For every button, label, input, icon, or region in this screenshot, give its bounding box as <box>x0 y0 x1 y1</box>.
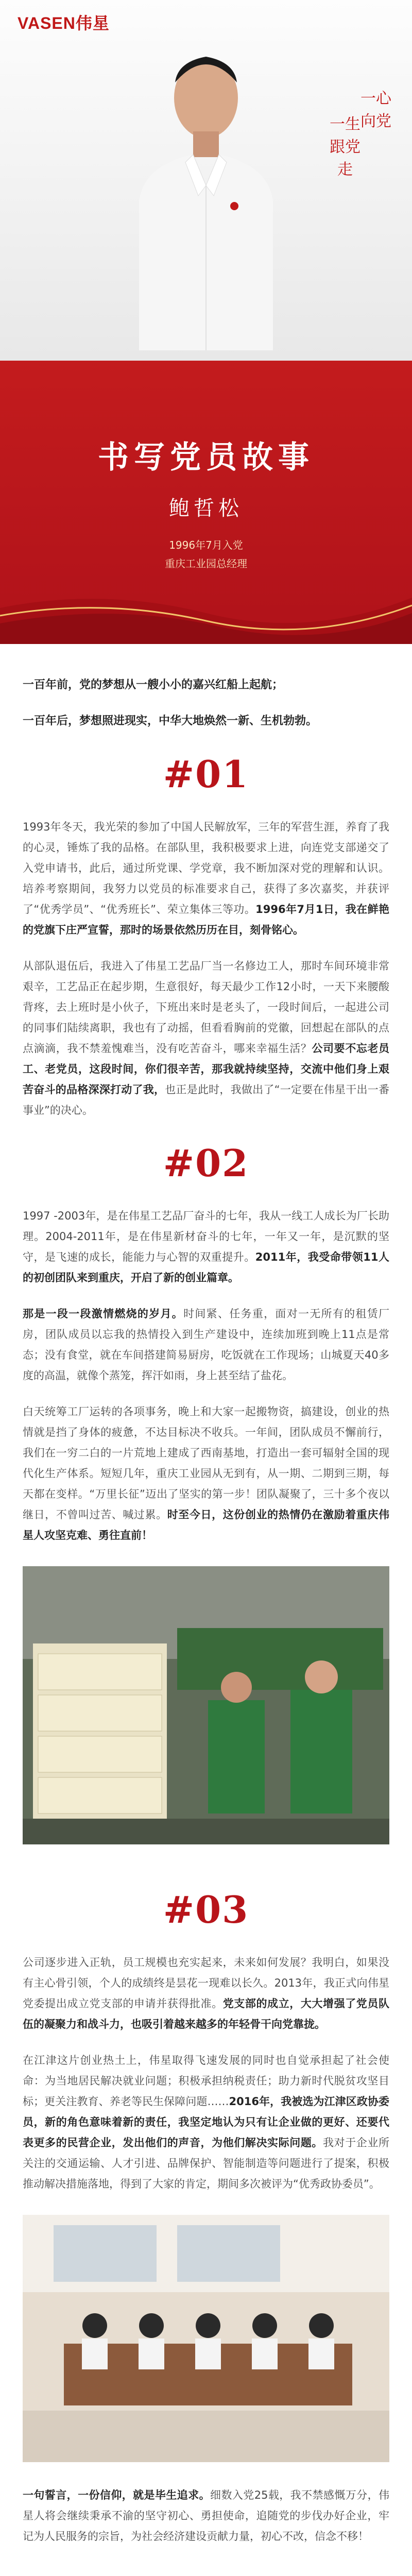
meeting-photo <box>23 2215 389 2462</box>
hero-banner <box>0 0 412 644</box>
text-run: 时间紧、任务重，面对一无所有的租赁厂房，团队成员以忘我的热情投入到生产建设中，连续加班到晚上11点是常态；没有食堂，就在车间搭建简易厨房，吃饭就在工作现场；山城夏天40多度的高温，就像个蒸笼，挥汗如雨，身上甚至结了盐花。 <box>23 1308 390 1382</box>
bold-run: 2011年，我受命带领11人的初创团队来到重庆，开启了新的创业篇章。 <box>23 1251 390 1284</box>
text-run: 从部队退伍后，我进入了伟星工艺品厂当一名修边工人，那时车间环境非常艰辛，工艺品正在起步期，生意很好，每天最少工作12小时，一天下来腰酸背疼，去上班时是小伙子，下班出来时是老头了，一段时间后，一起进公司的同事们陆续离职，我也有了动摇，但看看胸前的党徽，回想起在部队的点点滴滴，我不禁羞愧难当，没有吃苦奋斗，哪来幸福生活？ <box>23 960 389 1055</box>
party-date: 1996年7月入党 <box>169 539 243 551</box>
section-number-01: #01 <box>163 752 249 796</box>
section-03-para-2 <box>23 2050 389 2194</box>
section-02-para-2 <box>23 1303 389 1386</box>
bold-run: 1996年7月1日，我在鲜艳的党旗下庄严宣誓，那时的场景依然历历在目，刻骨铭心。 <box>23 903 389 936</box>
text-run: 在江津这片创业热土上，伟星取得飞速发展的同时也自觉承担起了社会使命：为当地居民解决就业问题；积极承担纳税责任；助力新时代脱贫攻坚目标；更关注教育、养老等民生保障问题…… <box>23 2054 389 2108</box>
section-01-para-2 <box>23 956 389 1121</box>
text-run: 白天统筹工厂运转的各项事务，晚上和大家一起搬物资，搞建设，创业的热情就是挡了身体的疲惫，不达目标决不收兵。一年间，团队成员不懈前行，我们在一穷二白的一片荒地上建成了西南基地，打造出一套可辐射全国的现代化生产体系。短短几年，重庆工业园从无到有，从一期、二期到三期，每天都在变样。“万里长征”迈出了坚实的第一步！团队凝聚了，三十多个夜以继日，不曾叫过苦、喊过累。 <box>23 1405 389 1521</box>
member-info <box>0 536 412 573</box>
text-run: 也正是此时，我做出了“一定要在伟星干出一番事业”的决心。 <box>23 1083 389 1116</box>
logo-cn: 伟星 <box>75 14 110 32</box>
intro-p1: 一百年前，党的梦想从一艘小小的嘉兴红船上起航； <box>23 679 284 691</box>
vertical-slogan-a: 一心向党 <box>360 90 391 130</box>
section-01-para-1 <box>23 817 389 940</box>
text-run: 1997 -2003年，是在伟星工艺品厂奋斗的七年，我从一线工人成长为厂长助理。2004-2011年，是在伟星新材奋斗的七年，一年又一年，是沉默的坚守，是飞速的成长，能能力与心智的双重提升。 <box>23 1210 389 1263</box>
bold-run: 一句誓言，一份信仰，就是毕生追求。 <box>23 2489 211 2501</box>
text-run: 1993年冬天，我光荣的参加了中国人民解放军，三年的军营生涯，养育了我的心灵，锤炼了我的品格。在部队里，我积极要求上进，向连党支部递交了入党申请书，此后，通过所党课、学党章，我不断加深对党的理解和认识。培养考察期间，我努力以党员的标准要求自己，获得了多次嘉奖，并获评了“优秀学员”、“优秀班长”、荣立集体三等功。 <box>23 821 389 916</box>
intro-p2: 一百年后，梦想照进现实，中华大地焕然一新、生机勃勃。 <box>23 715 318 727</box>
bold-run: 那是一段一段激情燃烧的岁月。 <box>23 1308 184 1320</box>
warehouse-photo <box>23 1566 389 1844</box>
text-run: 公司逐步进入正轨，员工规模也充实起来，未来如何发展？我明白，如果没有主心骨引领，个人的成绩终是昙花一现难以长久。2013年，我正式向伟星党委提出成立党支部的申请并获得批准。 <box>23 1956 389 2010</box>
section-number-02: #02 <box>163 1141 249 1185</box>
company-logo <box>18 10 110 34</box>
text-run: 细数入党25载，我不禁感慨万分，伟星人将会继续秉承不渝的坚守初心、勇担使命，追随党的步伐办好企业，牢记为人民服务的宗旨，为社会经济建设贡献力量，初心不改，信念不移！ <box>23 2489 389 2543</box>
member-name: 鲍哲松 <box>169 497 243 520</box>
bold-run: 时至今日，这份创业的热情仍在激励着重庆伟星人攻坚克难、勇往直前！ <box>23 1509 389 1541</box>
member-position: 重庆工业园总经理 <box>165 557 247 570</box>
section-number-03: #03 <box>163 1888 249 1931</box>
logo-en: VASEN <box>18 14 76 32</box>
closing-para <box>23 2485 389 2547</box>
section-02-para-3 <box>23 1401 389 1546</box>
text-run: 我对于企业所关注的交通运输、人才引进、品牌保护、智能制造等问题进行了提案，积极推动解决措施落地，得到了大家的肯定，期间多次被评为“优秀政协委员”。 <box>23 2137 389 2190</box>
section-02-para-1 <box>23 1206 389 1288</box>
bold-run: 党支部的成立，大大增强了党员队伍的凝聚力和战斗力，也吸引着越来越多的年轻骨干向党靠拢。 <box>23 1997 389 2030</box>
vertical-slogan-b: 一生跟党走 <box>330 115 360 179</box>
hero-title: 书写党员故事 <box>98 439 314 476</box>
bold-run: 公司要不忘老员工、老党员，这段时间，你们很辛苦，那我就持续坚持，交流中他们身上艰苦奋斗的品格深深打动了我， <box>23 1042 389 1096</box>
section-03-para-1 <box>23 1952 389 2035</box>
bold-run: 2016年，我被选为江津区政协委员，新的角色意味着新的责任，我坚定地认为只有让企业做的更好、还要代表更多的民营企业，发出他们的声音，为他们解决实际问题。 <box>23 2095 390 2149</box>
party-badge-icon <box>230 202 238 210</box>
portrait-image <box>129 31 283 350</box>
article-body <box>0 675 412 2576</box>
ribbon-decoration <box>0 577 412 644</box>
